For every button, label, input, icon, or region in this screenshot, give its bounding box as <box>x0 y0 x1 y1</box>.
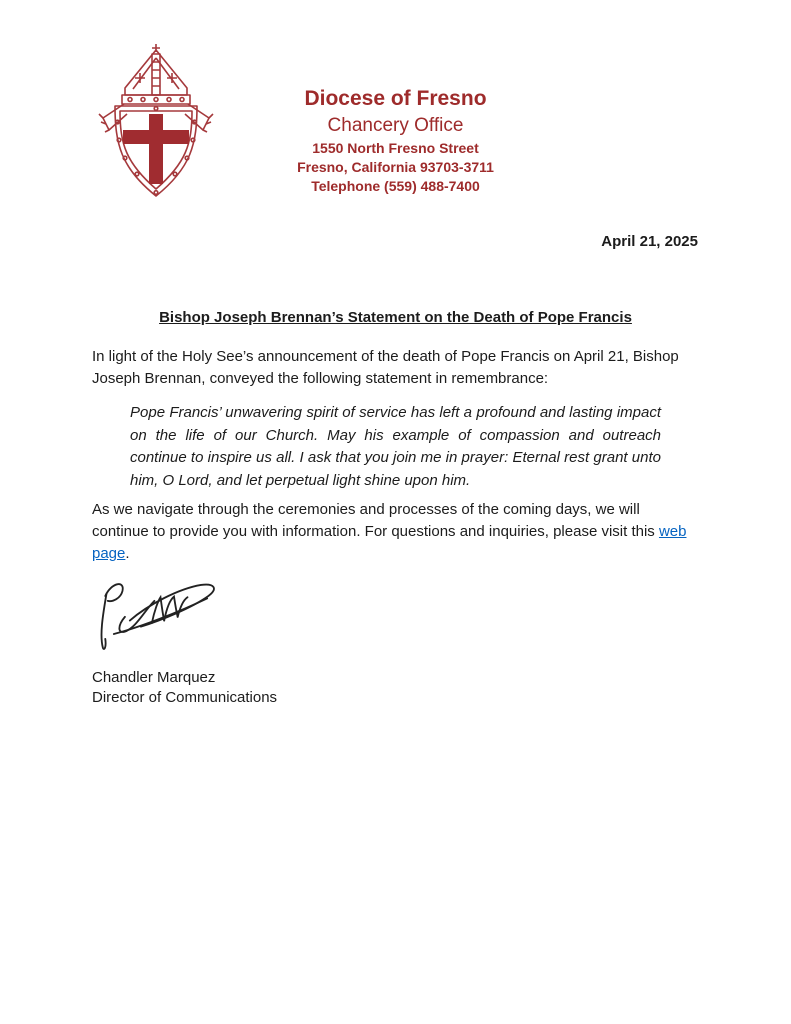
signer-name: Chandler Marquez <box>92 669 216 686</box>
statement-quote: Pope Francis’ unwavering spirit of service has left a profound and lasting impact on the life of our Church. May his example of compassion and outreach continue to inspire us all. I ask that you join me in prayer: Eternal rest grant unto him, O Lord, and let perpetual light shine upon him. <box>130 404 661 489</box>
organization-name: Diocese of Fresno <box>304 87 487 110</box>
letterhead <box>0 86 791 196</box>
closing-paragraph <box>92 499 696 565</box>
office-name: Chancery Office <box>327 115 464 136</box>
statement-title: Bishop Joseph Brennan’s Statement on the Death of Pope Francis <box>159 309 632 326</box>
address-city: Fresno, California 93703-3711 <box>297 159 494 175</box>
address-telephone: Telephone (559) 488-7400 <box>311 178 480 194</box>
closing-text-before-link: As we navigate through the ceremonies and processes of the coming days, we will continue to provide you with information. For questions and inquiries, please visit this <box>92 501 659 540</box>
closing-text-after-link: . <box>125 545 130 562</box>
signer-block <box>92 668 277 708</box>
web-page-link[interactable]: web page <box>92 523 687 562</box>
letter-date: April 21, 2025 <box>601 233 698 250</box>
handwritten-signature-icon <box>93 575 228 655</box>
signer-title: Director of Communications <box>92 689 278 706</box>
address-street: 1550 North Fresno Street <box>312 140 479 156</box>
intro-paragraph: In light of the Holy See’s announcement of the death of Pope Francis on April 21, Bishop Joseph Brennan, conveyed the following statement in remembrance: <box>92 348 679 387</box>
